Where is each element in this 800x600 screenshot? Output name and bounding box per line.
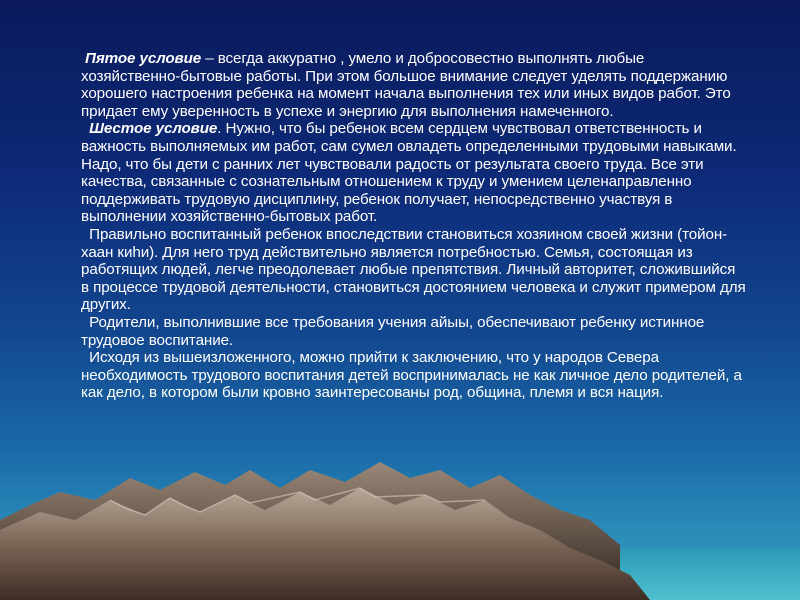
paragraph-text: Исходя из вышеизложенного, можно прийти к заключению, что у народов Севера необходимость трудового воспитания детей воспринималась не как личное дело родителей, а как дело, в котором были кровно заинтересованы род, община, племя и вся нация.	[81, 349, 742, 402]
paragraph-text: . Нужно, что бы ребенок всем сердцем чувствовал ответственность и важность выполняемых им работ, сам сумел овладеть определенными трудовыми навыками. Надо, что бы дети с ранних лет чувствовали радость от результата своего труда. Все эти качества, связанные с сознательным отношением к труду и умением целенаправленно поддерживать трудовую дисциплину, ребенок получает, непосредственно участвуя в выполнении хозяйственно-бытовых работ.	[81, 120, 737, 226]
paragraph-fifth-condition	[81, 50, 746, 120]
paragraph-sixth-condition	[81, 120, 746, 226]
paragraph-text: Правильно воспитанный ребенок впоследствии становиться хозяином своей жизни (тойон-хаан киhи). Для него труд действительно является потребностью. Семья, состоящая из работящих людей, легче преодолевает любые препятствия. Личный авторитет, сложившийся в процессе трудовой деятельности, становиться достоянием человека и служит примером для других.	[81, 225, 746, 314]
slide-text-body	[81, 50, 746, 402]
paragraph-lead: Пятое условие	[85, 50, 202, 67]
paragraph-text: Родители, выполнившие все требования учения айыы, обеспечивают ребенку истинное трудовое воспитание.	[81, 313, 705, 349]
paragraph-lead: Шестое условие	[89, 120, 218, 138]
paragraph-text: – всегда аккуратно , умело и добросовестно выполнять любые хозяйственно-бытовые работы. При этом большое внимание следует уделять поддержанию хорошего настроения ребенка на момент начала выполнения тех или иных видов работ. Это придает ему уверенность в успехе и энергию для выполнения намеченного.	[81, 50, 731, 120]
paragraph-conclusion	[81, 349, 746, 402]
paragraph-parents	[81, 314, 746, 349]
paragraph-proper-upbringing	[81, 226, 746, 314]
